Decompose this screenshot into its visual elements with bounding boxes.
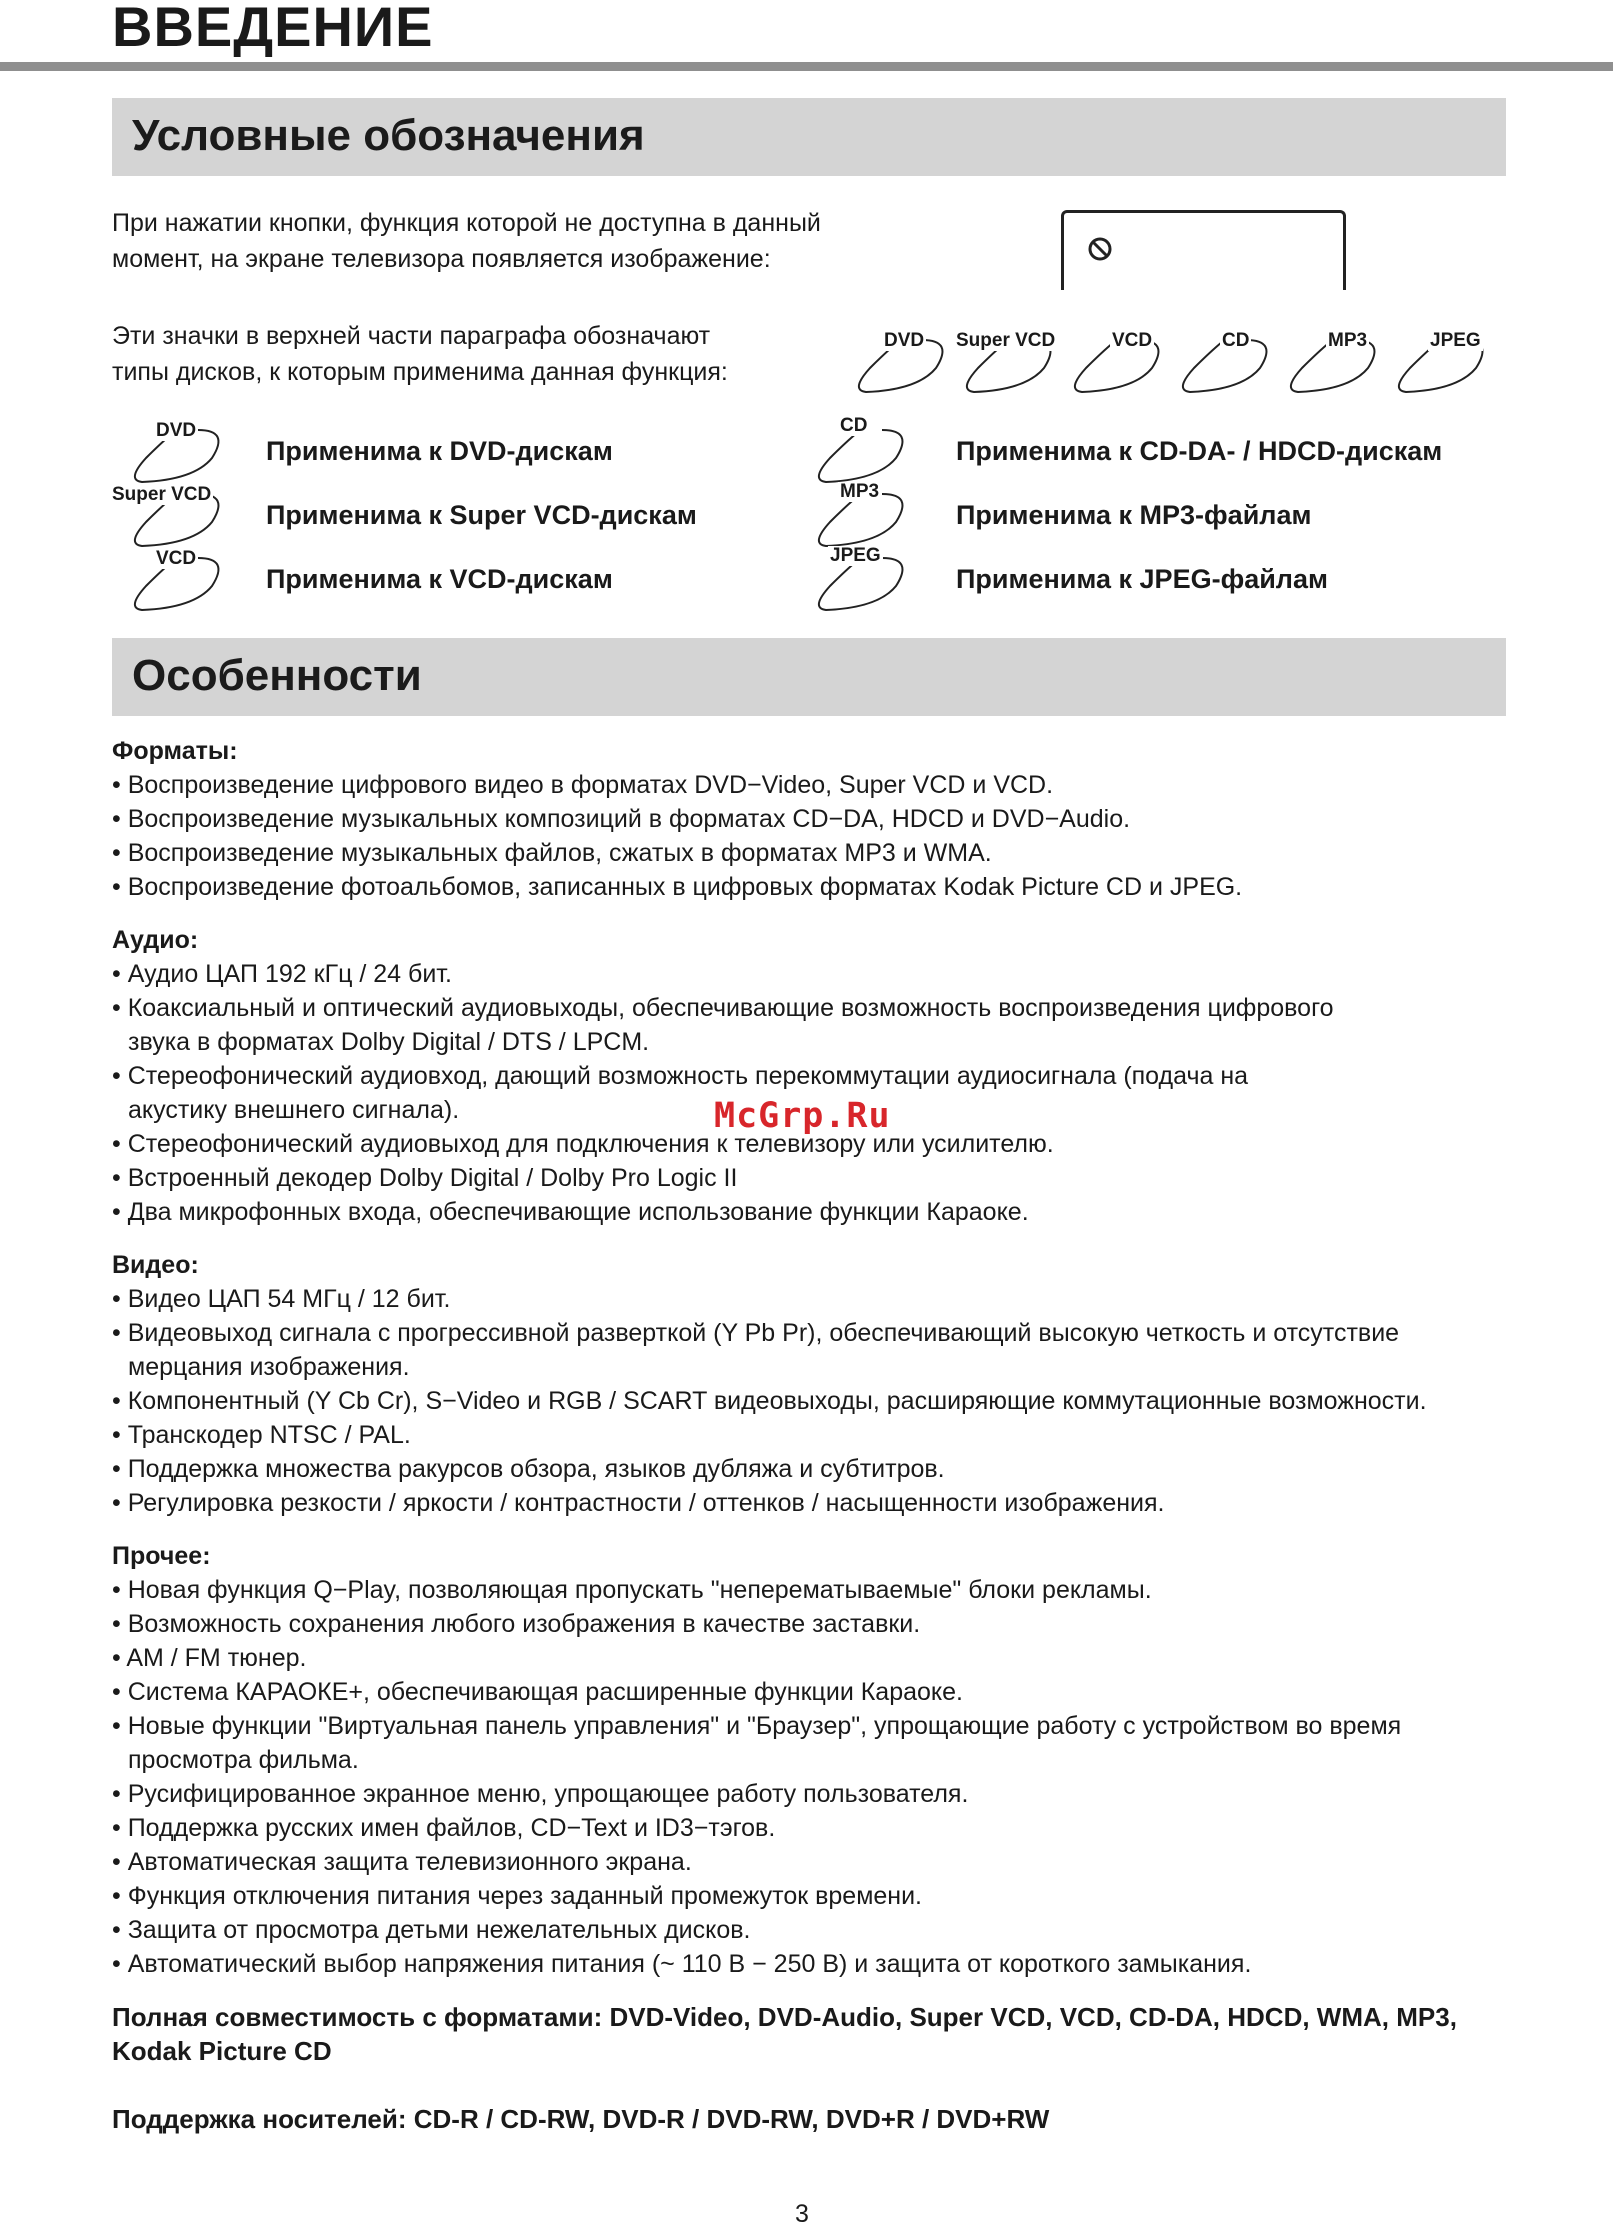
list-item: • Защита от просмотра детьми нежелательных дисков. xyxy=(112,1913,1512,1947)
legend-text: Применима к DVD-дискам xyxy=(266,436,613,466)
compatibility-text: Полная совместимость с форматами: DVD-Video, DVD-Audio, Super VCD, VCD, CD-DA, HDCD, WMA, MP3, Kodak Picture CD xyxy=(112,2002,1457,2066)
disc-label: MP3 xyxy=(840,481,880,502)
legend-icon-dvd xyxy=(128,418,228,488)
disc-label: JPEG xyxy=(830,545,881,566)
disc-label: VCD xyxy=(1112,330,1153,351)
list-item: • Новая функция Q−Play, позволяющая пропускать "неперематываемые" блоки рекламы. xyxy=(112,1573,1512,1607)
list-item: • Компонентный (Y Cb Cr), S−Video и RGB / SCART видеовыходы, расширяющие коммутационные возможности. xyxy=(112,1384,1458,1418)
list-item: • Видео ЦАП 54 МГц / 12 бит. xyxy=(112,1282,1512,1316)
watermark: McGrp.Ru xyxy=(714,1096,891,1136)
title-rule xyxy=(0,62,1613,71)
list-item: • AM / FM тюнер. xyxy=(112,1641,1512,1675)
list-item: • Система КАРАОКЕ+, обеспечивающая расширенные функции Караоке. xyxy=(112,1675,1512,1709)
disc-label: DVD xyxy=(884,330,925,351)
group-title: Аудио: xyxy=(112,926,199,954)
list-item: • Автоматическая защита телевизионного экрана. xyxy=(112,1845,1512,1879)
list-item: • Воспроизведение музыкальных композиций в форматах CD−DA, HDCD и DVD−Audio. xyxy=(112,802,1512,836)
disc-icon-vcd xyxy=(1068,328,1168,398)
disc-label: VCD xyxy=(156,548,197,569)
section-header-features xyxy=(112,638,1506,716)
list-item: • Воспроизведение цифрового видео в форматах DVD−Video, Super VCD и VCD. xyxy=(112,768,1512,802)
list-item: • Воспроизведение фотоальбомов, записанных в цифровых форматах Kodak Picture CD и JPEG. xyxy=(112,870,1512,904)
group-title: Видео: xyxy=(112,1251,199,1279)
group-formats xyxy=(112,734,1512,904)
group-title: Форматы: xyxy=(112,737,238,765)
legend-icon-super-vcd xyxy=(112,482,228,552)
page-number: 3 xyxy=(795,2200,809,2228)
disc-label: DVD xyxy=(156,420,197,441)
disc-icon-cd xyxy=(1176,328,1276,398)
intro-line: При нажатии кнопки, функция которой не доступна в данный xyxy=(112,209,821,237)
list-item: • Регулировка резкости / яркости / контрастности / оттенков / насыщенности изображения. xyxy=(112,1486,1512,1520)
disc-label: MP3 xyxy=(1328,330,1368,351)
list-item: • Коаксиальный и оптический аудиовыходы, обеспечивающие возможность воспроизведения цифрового звука в форматах Dolby Digital / DTS / LPCM. xyxy=(112,991,1368,1059)
list-item: • Функция отключения питания через заданный промежуток времени. xyxy=(112,1879,1512,1913)
disc-label: Super VCD xyxy=(112,484,212,505)
legend-icon-cd xyxy=(812,415,912,488)
legend-icon-jpeg xyxy=(812,546,912,616)
section-title: Условные обозначения xyxy=(132,111,645,160)
group-video xyxy=(112,1248,1512,1520)
group-audio xyxy=(112,923,1442,1229)
disc-icon-jpeg xyxy=(1392,328,1492,398)
list-item: • Встроенный декодер Dolby Digital / Dolby Pro Logic II xyxy=(112,1161,1442,1195)
list-item: • Возможность сохранения любого изображения в качестве заставки. xyxy=(112,1607,1512,1641)
disc-icon-mp3 xyxy=(1284,328,1384,398)
section-header-symbols xyxy=(112,98,1506,176)
icons-line: Эти значки в верхней части параграфа обозначают xyxy=(112,322,711,350)
legend-text: Применима к MP3-файлам xyxy=(956,500,1312,530)
disc-label: JPEG xyxy=(1430,330,1481,351)
intro-text xyxy=(112,205,821,277)
list-item: • Поддержка русских имен файлов, CD−Text и ID3−тэгов. xyxy=(112,1811,1512,1845)
group-title: Прочее: xyxy=(112,1542,211,1570)
list-item: • Русифицированное экранное меню, упрощающее работу пользователя. xyxy=(112,1777,1512,1811)
legend-icon-mp3 xyxy=(812,482,912,552)
group-other xyxy=(112,1539,1512,1981)
list-item: • Поддержка множества ракурсов обзора, языков дубляжа и субтитров. xyxy=(112,1452,1512,1486)
list-item: • Стереофонический аудиовыход для подключения к телевизору или усилителю. xyxy=(112,1127,1442,1161)
media-support-text: Поддержка носителей: CD-R / CD-RW, DVD-R / DVD-RW, DVD+R / DVD+RW xyxy=(112,2104,1050,2134)
disc-label: CD xyxy=(1222,330,1250,351)
icons-explanation xyxy=(112,318,728,390)
disc-icon-super-vcd xyxy=(956,328,1060,398)
list-item: • Два микрофонных входа, обеспечивающие использование функции Караоке. xyxy=(112,1195,1442,1229)
list-item: • Воспроизведение музыкальных файлов, сжатых в форматах MP3 и WMA. xyxy=(112,836,1512,870)
legend-text: Применима к JPEG-файлам xyxy=(956,564,1328,594)
disc-label: CD xyxy=(840,415,868,436)
disc-label: Super VCD xyxy=(956,330,1056,351)
list-item: • Видеовыход сигнала с прогрессивной разверткой (Y Pb Pr), обеспечивающий высокую четкость и отсутствие мерцания изображения. xyxy=(112,1316,1438,1384)
legend-text: Применима к VCD-дискам xyxy=(266,564,613,594)
page-title: ВВЕДЕНИЕ xyxy=(112,0,434,58)
list-item: • Транскодер NTSC / PAL. xyxy=(112,1418,1512,1452)
list-item: • Новые функции "Виртуальная панель управления" и "Браузер", упрощающие работу с устройством во время просмотра фильма. xyxy=(112,1709,1468,1777)
prohibited-icon xyxy=(1088,237,1112,261)
tv-screen-illustration xyxy=(1061,210,1346,290)
features-list xyxy=(112,734,1512,2136)
disc-icon-dvd xyxy=(852,328,952,398)
list-item: • Стереофонический аудиовход, дающий возможность перекоммутации аудиосигнала (подача на акустику внешнего сигнала). xyxy=(112,1059,1298,1127)
legend-text: Применима к CD-DA- / HDCD-дискам xyxy=(956,436,1443,466)
list-item: • Аудио ЦАП 192 кГц / 24 бит. xyxy=(112,957,1442,991)
section-title: Особенности xyxy=(132,651,422,700)
legend-text: Применима к Super VCD-дискам xyxy=(266,500,697,530)
legend-icon-vcd xyxy=(128,546,228,616)
list-item: • Автоматический выбор напряжения питания (~ 110 В − 250 В) и защита от короткого замыкания. xyxy=(112,1947,1512,1981)
icons-line: типы дисков, к которым применима данная функция: xyxy=(112,358,728,386)
intro-line: момент, на экране телевизора появляется изображение: xyxy=(112,245,771,273)
